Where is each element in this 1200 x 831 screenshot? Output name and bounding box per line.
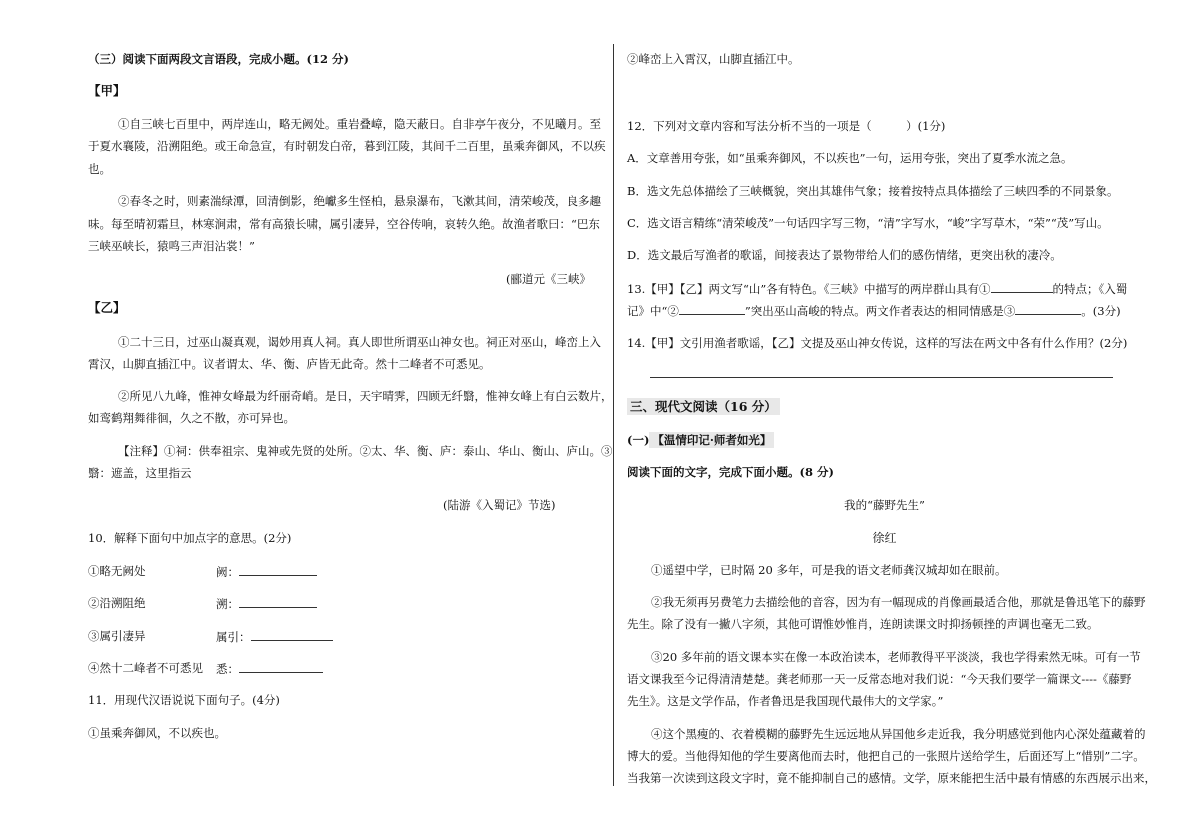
article-p4-line: ④这个黑瘦的、衣着模糊的藤野先生远远地从异国他乡走近我，我分明感觉到他内心深处蕴藏着的 (651, 727, 1146, 741)
answer-blank[interactable] (679, 302, 745, 315)
answer-blank[interactable] (239, 563, 317, 576)
jia-source: (郦道元《三峡》 (506, 272, 591, 286)
subsection-label: 【温情印记·师者如光】 (649, 432, 774, 448)
yi-label: 【乙】 (88, 300, 126, 315)
q13-text: 的特点；《入蜀 (1052, 282, 1128, 296)
yi-p1-line: ①二十三日，过巫山凝真观，谒妙用真人祠。真人即世所谓巫山神女也。祠正对巫山，峰峦上入 (118, 335, 601, 349)
jia-p2-line: 三峡巫峡长，猿鸣三声泪沾裳！” (88, 239, 255, 253)
q10-phrase: ③属引凄异 (88, 629, 146, 643)
q12-option-b: B．选文先总体描绘了三峡概貌，突出其雄伟气象；接着按特点具体描绘了三峡四季的不同景象。 (627, 184, 1119, 198)
q10-phrase: ①略无阙处 (88, 564, 146, 578)
question-13-line1 (627, 280, 1127, 297)
yi-p1-line: 霄汉，山脚直插江中。议者谓太、华、衡、庐皆无此奇。然十二峰者不可悉见。 (88, 357, 491, 371)
article-p3-line: ③20 多年前的语文课本实在像一本政治读本，老师教得平平淡淡，我也学得索然无味。可有一节 (651, 650, 1141, 664)
reading-instruction: 阅读下面的文字，完成下面小题。(8 分) (627, 465, 834, 479)
q10-key: 溯： (216, 597, 239, 611)
q10-answer-row (216, 563, 317, 580)
section-title: （三）阅读下面两段文言语段，完成小题。(12 分) (88, 52, 349, 66)
q12-option-c: C．选文语言精练“清荣峻茂”一句话四字写三物，“清”字写水，“峻”字写草木，“荣”“茂”写山。 (627, 216, 1109, 230)
article-p1: ①遥望中学，已时隔 20 多年，可是我的语文老师龚汉城却如在眼前。 (651, 563, 1007, 577)
yi-p2-line: ②所见八九峰，惟神女峰最为纤丽奇峭。是日，天宇晴霁，四顾无纤翳，惟神女峰上有白云数片， (118, 389, 613, 403)
article-p4-line: 当我第一次读到这段文字时，竟不能抑制自己的感情。文学，原来能把生活中最有情感的东西展示出来， (627, 771, 1156, 785)
answer-blank[interactable] (251, 628, 333, 641)
q10-answer-row (216, 660, 323, 677)
q10-answer-row (216, 595, 317, 612)
answer-blank[interactable] (991, 280, 1053, 293)
q10-key: 阙： (216, 565, 239, 579)
subsection-prefix: (一) (627, 433, 650, 447)
article-p3-line: 语文课我至今记得清清楚楚。龚老师那一天一反常态地对我们说：“今天我们要学一篇课文----《藤野 (627, 672, 1132, 686)
jia-p2-line: ②春冬之时，则素湍绿潭，回清倒影，绝巘多生怪柏，悬泉瀑布，飞漱其间，清荣峻茂，良多趣 (118, 194, 601, 208)
answer-blank[interactable] (239, 660, 323, 673)
jia-label: 【甲】 (88, 83, 126, 98)
column-divider (613, 44, 614, 786)
q12-option-a: A．文章善用夸张，如“虽乘奔御风，不以疾也”一句，运用夸张，突出了夏季水流之急。 (627, 151, 1073, 165)
section-3-label: 三、现代文阅读（16 分） (627, 398, 780, 415)
q12-option-d: D．选文最后写渔者的歌谣，间接表达了景物带给人们的感伤情绪，更突出秋的凄冷。 (627, 248, 1062, 262)
q11-sentence-2: ②峰峦上入霄汉，山脚直插江中。 (627, 52, 800, 66)
q10-key: 悉： (216, 662, 239, 676)
article-p3-line: 先生》。这是文学作品，作者鲁迅是我国现代最伟大的文学家。” (627, 694, 944, 708)
question-10: 10．解释下面句中加点字的意思。(2分) (88, 531, 292, 545)
question-13-line2 (627, 302, 1121, 319)
section-3-title (627, 399, 780, 415)
question-12: 12．下列对文章内容和写法分析不当的一项是（ ）(1分) (627, 119, 946, 133)
yi-note-line: 翳：遮盖，这里指云 (88, 466, 192, 480)
jia-p2-line: 味。每至晴初霜旦，林寒涧肃，常有高猿长啸，属引凄异，空谷传响，哀转久绝。故渔者歌曰：“巴东 (88, 217, 600, 231)
yi-note-line: 【注释】①祠：供奉祖宗、鬼神或先贤的处所。②太、华、衡、庐：泰山、华山、衡山、庐山。③ (118, 444, 613, 458)
q10-phrase: ②沿溯阻绝 (88, 596, 146, 610)
question-11: 11．用现代汉语说说下面句子。(4分) (88, 693, 280, 707)
answer-blank[interactable] (1015, 302, 1081, 315)
q13-text: ”突出巫山高峻的特点。两文作者表达的相同情感是③ (744, 304, 1016, 318)
q13-text: 记》中“② (627, 304, 679, 318)
q11-sentence-1: ①虽乘奔御风，不以疾也。 (88, 726, 226, 740)
answer-line[interactable] (650, 377, 1113, 378)
article-author: 徐红 (872, 531, 897, 545)
jia-p1-line: ①自三峡七百里中，两岸连山，略无阙处。重岩叠嶂，隐天蔽日。自非亭午夜分，不见曦月。至 (118, 117, 601, 131)
q10-phrase: ④然十二峰者不可悉见 (88, 661, 203, 675)
article-p2-line: ②我无须再另费笔力去描绘他的音容，因为有一幅现成的肖像画最适合他，那就是鲁迅笔下的藤野 (651, 595, 1146, 609)
subsection-1-title (627, 432, 774, 448)
q13-text: 。(3分) (1081, 304, 1121, 318)
yi-source: (陆游《入蜀记》节选) (443, 498, 556, 512)
article-p4-line: 博大的爱。当他得知他的学生要离他而去时，他把自己的一张照片送给学生，后面还写上“惜别”二字。 (627, 749, 1145, 763)
yi-p2-line: 如鸾鹤翔舞徘徊，久之不散，亦可异也。 (88, 411, 295, 425)
question-14: 14.【甲】文引用渔者歌谣，【乙】文提及巫山神女传说，这样的写法在两文中各有什么作用？(2分) (627, 336, 1128, 350)
answer-blank[interactable] (239, 595, 317, 608)
jia-p1-line: 于夏水襄陵，沿溯阻绝。或王命急宣，有时朝发白帝，暮到江陵，其间千二百里，虽乘奔御风，不以疾 (88, 139, 606, 153)
jia-p1-line: 也。 (88, 162, 111, 176)
q13-text: 13.【甲】【乙】两文写“山”各有特色。《三峡》中描写的两岸群山具有① (627, 282, 991, 296)
article-p2-line: 先生。除了没有一撇八字须，其他可谓惟妙惟肖，连朗读课文时抑扬顿挫的声调也毫无二致。 (627, 617, 1099, 631)
article-title: 我的“藤野先生” (844, 498, 925, 512)
q10-key: 属引： (216, 630, 251, 644)
q10-answer-row (216, 628, 333, 645)
